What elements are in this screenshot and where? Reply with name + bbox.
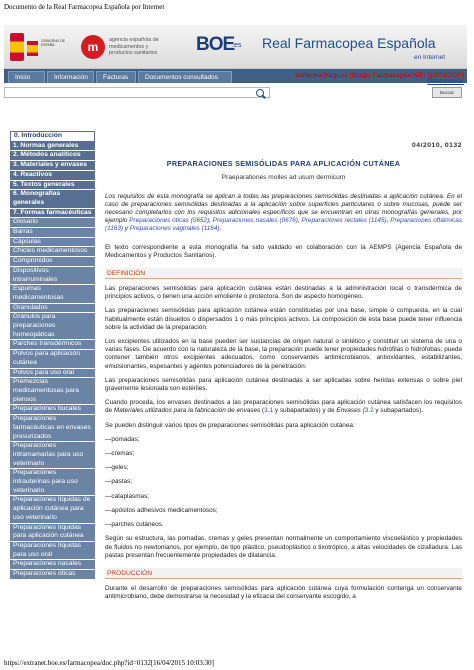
def-p5-text-e: y subapartados). xyxy=(375,407,424,415)
section-heading-definicion: DEFINICIÓN xyxy=(105,268,462,279)
monograph-latin-title: Praeparationes molles ad usum dermicum xyxy=(221,174,346,182)
def-p5-text-c: y subapartados) y de xyxy=(274,407,335,415)
aemps-line-1: agencia española de xyxy=(109,37,159,43)
sidebar-item[interactable]: Preparaciones farmacéuticas en envases presurizados xyxy=(10,415,95,442)
sidebar-item[interactable]: Cápsulas xyxy=(10,238,95,248)
kind-item: —apósitos adhesivos medicamentosos; xyxy=(105,506,218,514)
sidebar-item[interactable]: 6. Monografías generales xyxy=(10,190,95,208)
definition-paragraph-4: Las preparaciones semisólidas para aplicación cutánea destinadas a ser aplicadas sobre heridas extensas o sobre piel gravemente lesionada son estériles. xyxy=(105,376,462,393)
def-p5-open: ( xyxy=(262,407,265,415)
intro-paragraph xyxy=(105,193,462,234)
def-p5-envases: Envases ( xyxy=(336,407,365,415)
nav-informacion[interactable]: Información xyxy=(47,71,94,83)
nav-inicio[interactable]: Inicio xyxy=(8,71,45,83)
document-title: Documento de la Real Farmacopea Española por Internet xyxy=(4,3,165,11)
sidebar-item[interactable]: Chicles medicamentosos xyxy=(10,247,95,257)
sidebar-item[interactable]: 5. Textos generales xyxy=(10,181,95,191)
boe-logo-text: BOE xyxy=(196,34,235,55)
sidebar-item[interactable]: 4. Reactivos xyxy=(10,171,95,181)
search-icon[interactable] xyxy=(256,89,264,97)
sidebar-item[interactable]: Polvos para uso oral xyxy=(10,369,95,379)
sidebar-item[interactable]: Preparaciones líquidas para uso oral xyxy=(10,542,95,560)
kind-item: —pomadas; xyxy=(105,435,140,443)
spain-flag-icon xyxy=(27,41,38,56)
sidebar-item[interactable]: Comprimidos xyxy=(10,257,95,267)
sidebar-item[interactable]: 7. Formas farmacéuticas xyxy=(10,209,95,219)
monograph-title: PREPARACIONES SEMISÓLIDAS PARA APLICACIÓN CUTÁNEA xyxy=(166,159,401,169)
intro-separator-1: , xyxy=(209,217,211,225)
sidebar-item[interactable]: Espumas medicamentosas xyxy=(10,285,95,303)
aemps-logo-icon: m xyxy=(81,35,105,59)
sidebar-item[interactable]: Preparaciones intramamarias para uso veterinario xyxy=(10,442,95,469)
kind-item: —geles; xyxy=(105,464,129,472)
link-preparaciones-nasales[interactable]: Preparaciones nasales (0676) xyxy=(212,217,298,225)
sidebar-item[interactable]: Preparaciones bucales xyxy=(10,405,95,415)
sidebar-item[interactable]: Premezclas medicamentosas para piensos xyxy=(10,378,95,405)
gobierno-text: GOBIERNO DE ESPAÑA xyxy=(41,39,65,47)
link-section-3-1[interactable]: 3.1 xyxy=(264,407,274,415)
sidebar-item[interactable]: 0. Introducción xyxy=(10,131,95,142)
intro-separator-4: y xyxy=(124,225,128,233)
def-p5-text-a: Cuando proceda, los envases destinados a las preparaciones semisólidas para aplicación cutánea satisfacen los requisitos de xyxy=(105,399,462,415)
site-title: Real Farmacopea Española xyxy=(262,35,436,51)
aemps-logo-block xyxy=(81,35,187,59)
link-preparaciones-oftalmicas[interactable]: Preparaciones oftálmicas (1163) xyxy=(105,217,462,233)
sidebar-item[interactable]: Preparaciones nasales xyxy=(10,560,95,570)
sidebar-item[interactable]: Dispositivos intrarruminales xyxy=(10,267,95,285)
link-preparaciones-vaginales[interactable]: Preparaciones vaginales (1164) xyxy=(129,225,220,233)
coat-of-arms-icon xyxy=(10,33,24,61)
search-input[interactable] xyxy=(4,87,270,98)
boe-logo xyxy=(196,34,248,61)
sidebar-item[interactable]: Preparaciones líquidas de aplicación cutánea para uso veterinario xyxy=(10,496,95,523)
production-paragraph: Durante el desarrollo de preparaciones semisólidas para aplicación cutánea cuya formulación contenga un conservante antimicrobiano, debe demostrarse la necesidad y la eficacia del conservante escogido, a xyxy=(105,584,462,601)
gobierno-logo xyxy=(10,33,72,63)
search-bar xyxy=(4,87,467,99)
intro-text: Los requisitos de esta monografía se aplican a todas las preparaciones semisólidas destinadas a aplicación cutánea. En el caso de preparaciones semisólidas destinadas a la aplicación sobre superficies particulares o sobre mucosas, puede ser necesario completarlos con los requisitos adicionales específicos que se encuentran en otras monografías generales, por ejemplo xyxy=(105,192,462,225)
sidebar-item[interactable]: 2. Métodos analíticos xyxy=(10,151,95,161)
main-content xyxy=(105,130,462,607)
sidebar-item[interactable]: 3. Materiales y envases xyxy=(10,161,95,171)
sidebar-item[interactable]: Glosario xyxy=(10,218,95,228)
definition-paragraph-2: Las preparaciones semisólidas para aplicación cutánea están constituidas por una base, simple o compuesta, en la cual habitualmente están disueltos o dispersados 1 o más principios activos. La composición de esta base puede tener influencia sobre la actividad de la preparación. xyxy=(105,307,462,331)
disconnect-link[interactable]: Desconectar xyxy=(427,78,464,85)
link-preparaciones-rectales[interactable]: Preparaciones rectales (1145) xyxy=(301,217,387,225)
def-p5-italic: Materiales utilizados para la fabricación de envases xyxy=(113,407,261,415)
sidebar-item[interactable]: Barras xyxy=(10,228,95,238)
sidebar-item[interactable]: Preparaciones intrauterinas para uso veterinario xyxy=(10,469,95,496)
validation-note: El texto correspondiente a esta monografía ha sido validado en colaboración con la AEMPS (Agencia Española de Medicamentos y Productos Sanitarios). xyxy=(105,243,462,259)
kind-item: —pastas; xyxy=(105,478,132,486)
user-info: tecfarma@ugr.es (Grupo Farmacopea NIF: Q1818002F) xyxy=(295,72,464,79)
kind-item: —parches cutáneos. xyxy=(105,521,164,529)
sidebar-item[interactable]: Preparaciones óticas xyxy=(10,570,95,580)
sidebar-item[interactable]: Preparaciones líquidas para aplicación cutánea xyxy=(10,524,95,542)
structure-paragraph: Según su estructura, las pomadas, cremas y geles presentan normalmente un comportamiento viscoelástico y propiedades de fluidos no newtonianos, por ejemplo, de tipo plástico, pseudoplástico o tixotrópico, a altas velocidades de cizalladura. Las pastas presentan frecuentemente propiedades de dilatancia. xyxy=(105,535,462,559)
sidebar xyxy=(10,131,95,580)
definition-paragraph-1: Las preparaciones semisólidas para aplicación cutánea están destinadas a la administración local o transdérmica de principios activos, o tienen una acción emoliente o protectora. Son de aspecto homogéneo. xyxy=(105,285,462,301)
search-button[interactable]: Buscar xyxy=(432,87,462,98)
definition-paragraph-3: Los excipientes utilizados en la base pueden ser sustancias de origen natural o sintético y constituir un sistema de una o varias fases. De acuerdo con la naturaleza de la base, la preparación puede tener propiedades hidrófilas o hidrófobas; puede contener también otros excipientes adecuados, como conservantes antimicrobianos, antioxidantes, estabilizantes, emulsionantes, espesantes y agentes potenciadores de la penetración. xyxy=(105,338,462,370)
link-preparaciones-oticas[interactable]: Preparaciones óticas (0652) xyxy=(129,217,210,225)
aemps-line-3: productos sanitarios xyxy=(109,50,158,56)
intro-end: . xyxy=(219,225,222,233)
page-url: https://extranet.boe.es/farmacopea/doc.php?id=0132[16/04/2015 10:03:30] xyxy=(4,659,215,667)
monograph-code: 04/2010, 0132 xyxy=(412,142,462,149)
sidebar-item[interactable]: Parches transdérmicos xyxy=(10,340,95,350)
boe-logo-suffix: .es xyxy=(232,42,242,49)
intro-separator-2: , xyxy=(297,217,300,225)
kind-item: —cataplasmas; xyxy=(105,492,150,500)
aemps-text xyxy=(109,37,159,57)
site-header xyxy=(4,25,467,69)
aemps-line-2: medicamentos y xyxy=(109,43,149,50)
sidebar-item[interactable]: 1. Normas generales xyxy=(10,142,95,152)
kinds-intro: Se pueden distinguir varios tipos de preparaciones semisólidas para aplicación cutánea: xyxy=(105,421,355,429)
link-section-3-2[interactable]: 3.2 xyxy=(364,407,374,415)
nav-documentos-consultados[interactable]: Documentos consultados xyxy=(138,71,232,83)
site-subtitle: en Internet xyxy=(414,54,446,61)
section-heading-produccion: PRODUCCIÓN xyxy=(105,568,462,579)
kind-item: —cremas; xyxy=(105,450,135,458)
sidebar-item[interactable]: Polvos para aplicación cutánea xyxy=(10,350,95,368)
sidebar-item[interactable]: Gránulos para preparaciones homeopáticas xyxy=(10,313,95,340)
nav-facturas[interactable]: Facturas xyxy=(96,71,136,83)
intro-separator-3: , xyxy=(386,217,389,225)
sidebar-item[interactable]: Granulados xyxy=(10,304,95,314)
definition-paragraph-5 xyxy=(105,399,462,415)
